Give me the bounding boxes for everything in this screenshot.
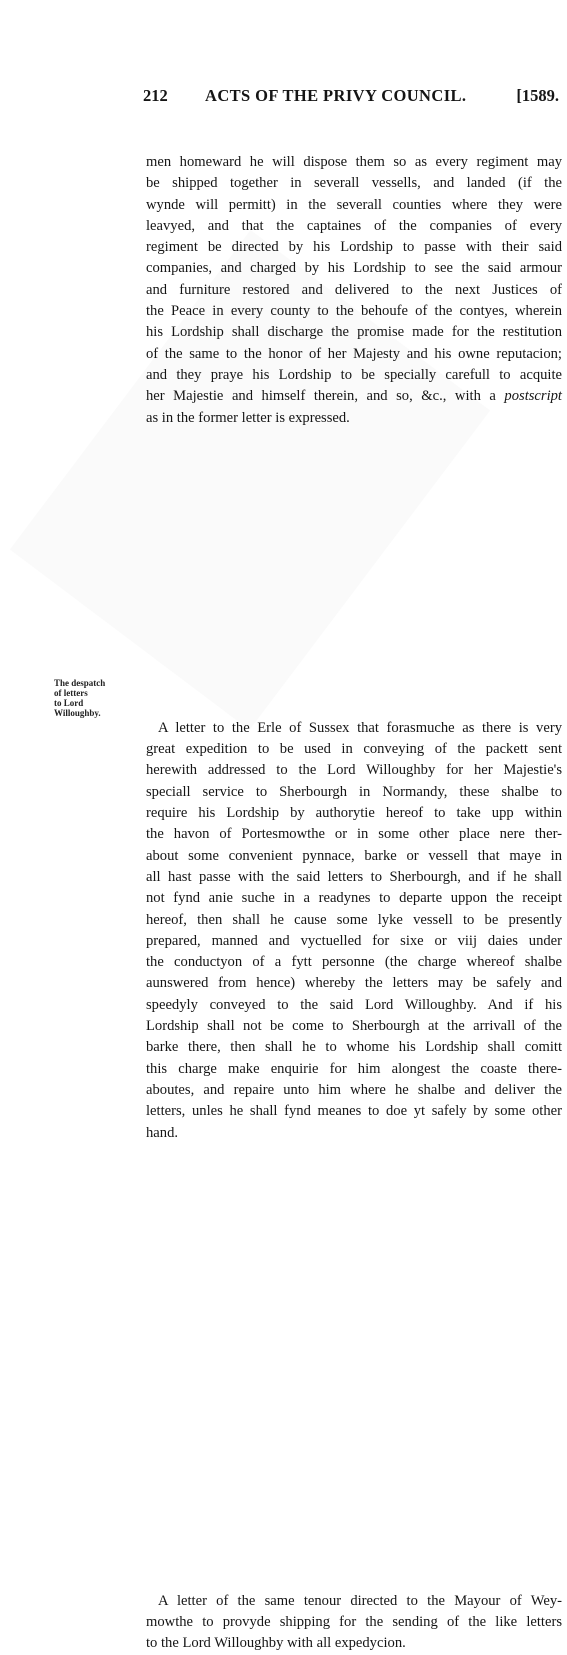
text-line: this charge make enquirie for him alongest the coaste there- xyxy=(146,1060,562,1077)
text-line: hereof, then shall he cause some lyke vessell to be presently xyxy=(146,911,562,928)
text-line: aboutes, and repaire unto him where he shalbe and deliver the xyxy=(146,1081,562,1098)
text-line: A letter to the Erle of Sussex that forasmuche as there is very xyxy=(158,719,562,736)
text-line: speedyly conveyed to the said Lord Willoughby. And if his xyxy=(146,996,562,1013)
text-line: A letter of the same tenour directed to the Mayour of Wey- xyxy=(158,1592,562,1609)
page-number: 212 xyxy=(143,86,168,105)
text-line: the havon of Portesmowthe or in some other place nere ther- xyxy=(146,826,562,843)
text-line: all hast passe with the said letters to Sherbourgh, and if he shall xyxy=(146,868,562,885)
text-line: be shipped together in severall vessells, and landed (if the xyxy=(146,175,562,192)
text-line: leavyed, and that the captaines of the companies of every xyxy=(146,217,562,234)
margin-note-line: of letters xyxy=(54,687,88,698)
margin-note xyxy=(54,678,142,718)
text-line: his Lordship shall discharge the promise made for the restitution xyxy=(146,324,562,341)
text-line: men homeward he will dispose them so as every regiment may xyxy=(146,154,562,170)
text-line: require his Lordship by authorytie hereof to take upp within xyxy=(146,805,562,822)
letter-paragraph xyxy=(146,718,562,1144)
italic-word: postscript xyxy=(504,388,562,405)
margin-note-line: Willoughby. xyxy=(54,707,101,718)
text-line: Lordship shall not be come to Sherbourgh at the arrivall of the xyxy=(146,1018,562,1035)
text-line: her Majestie and himself therein, and so, &c., with a postscript xyxy=(146,388,562,405)
text-line: companies, and charged by his Lordship to see the said armour xyxy=(146,260,562,277)
text-line: about some convenient pynnace, barke or vessell that maye in xyxy=(146,847,562,864)
text-line: regiment be directed by his Lordship to passe with their said xyxy=(146,239,562,256)
continuation-paragraph xyxy=(146,152,562,429)
text-line: and furniture restored and delivered to the next Justices of xyxy=(146,281,562,298)
text-line: to the Lord Willoughby with all expedycion. xyxy=(146,1635,406,1652)
text-line: and they praye his Lordship to be specially carefull to acquite xyxy=(146,366,562,383)
text-line: wynde will permitt) in the severall counties where they were xyxy=(146,196,562,213)
text-line: the Peace in every county to the behoufe of the contyes, wherein xyxy=(146,303,562,320)
text-line: barke there, then shall he to whome his Lordship shall comitt xyxy=(146,1039,562,1056)
text-line: not fynd anie suche in a readynes to departe uppon the receipt xyxy=(146,890,562,907)
text-line: herewith addressed to the Lord Willoughby for her Majestie's xyxy=(146,762,562,779)
text-line: the conductyon of a fytt personne (the charge whereof shalbe xyxy=(146,954,562,971)
text-line: of the same to the honor of her Majesty and his owne reputacion; xyxy=(146,345,562,362)
year-label: [1589. xyxy=(516,86,559,105)
text-line: letters, unles he shall fynd meanes to doe yt safely by some other xyxy=(146,1103,562,1120)
text-line: as in the former letter is expressed. xyxy=(146,409,350,426)
text-line: great expedition to be used in conveying of the packett sent xyxy=(146,741,562,758)
margin-note-line: The despatch xyxy=(54,677,106,688)
text-line: aunswered from hence) whereby the letters may be safely and xyxy=(146,975,562,992)
text-line: speciall service to Sherbourgh in Normandy, these shalbe to xyxy=(146,783,562,800)
text-line: hand. xyxy=(146,1124,179,1141)
page-header xyxy=(143,86,565,110)
running-title: ACTS OF THE PRIVY COUNCIL. xyxy=(205,86,467,105)
text-line: mowthe to provyde shipping for the sending of the like letters xyxy=(146,1614,562,1631)
margin-note-line: to Lord xyxy=(54,697,84,708)
second-letter-paragraph xyxy=(146,1591,562,1655)
text-line: prepared, manned and vyctuelled for sixe or viij daies under xyxy=(146,932,562,949)
